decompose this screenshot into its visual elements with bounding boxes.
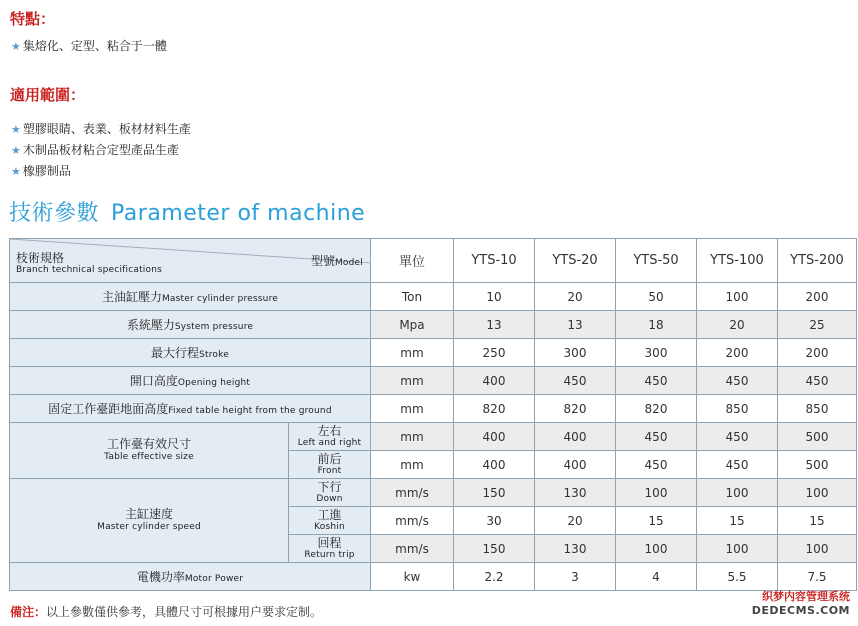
value-cell: 450	[535, 367, 616, 395]
value-cell: 13	[454, 311, 535, 339]
watermark: 织梦内容管理系统 DEDECMS.COM	[751, 590, 850, 617]
value-cell: 150	[454, 479, 535, 507]
star-icon: ★	[11, 165, 21, 178]
value-cell: 250	[454, 339, 535, 367]
table-row	[10, 423, 857, 451]
value-cell: 400	[454, 367, 535, 395]
model-header-en: Model	[334, 258, 363, 268]
model-header: YTS-10	[454, 239, 535, 283]
features-heading: 特點：	[10, 10, 56, 28]
unit-cell: mm	[371, 395, 454, 423]
sub-label: 下行 Down	[289, 479, 371, 507]
value-cell: 500	[778, 451, 857, 479]
table-row	[10, 367, 857, 395]
value-cell: 400	[535, 423, 616, 451]
spec-header-zh: 枝術規格	[16, 251, 65, 265]
value-cell: 450	[697, 451, 778, 479]
value-cell: 300	[535, 339, 616, 367]
params-title: 技術參數 Parameter of machine	[9, 201, 366, 226]
value-cell: 100	[697, 283, 778, 311]
value-cell: 450	[697, 423, 778, 451]
value-cell: 200	[778, 283, 857, 311]
value-cell: 7.5	[778, 563, 857, 591]
spec-header-en: Branch technical specifications	[16, 265, 163, 275]
star-icon: ★	[11, 123, 21, 136]
row-label: 系統壓力System pressure	[10, 311, 371, 339]
value-cell: 450	[778, 367, 857, 395]
row-label: 開口高度Opening height	[10, 367, 371, 395]
value-cell: 100	[697, 535, 778, 563]
row-label: 工作臺有效尺寸 Table effective size	[10, 423, 289, 479]
value-cell: 850	[697, 395, 778, 423]
unit-cell: mm/s	[371, 535, 454, 563]
sub-label: 前后 Front	[289, 451, 371, 479]
star-icon: ★	[11, 40, 21, 53]
unit-cell: mm	[371, 451, 454, 479]
row-label: 主缸速度 Master cylinder speed	[10, 479, 289, 563]
row-label: 固定工作臺距地面高度Fixed table height from the ground	[10, 395, 371, 423]
unit-cell: Mpa	[371, 311, 454, 339]
value-cell: 3	[535, 563, 616, 591]
sub-label: 回程 Return trip	[289, 535, 371, 563]
value-cell: 25	[778, 311, 857, 339]
value-cell: 50	[616, 283, 697, 311]
spec-table	[9, 238, 857, 591]
table-header-row	[10, 239, 857, 283]
value-cell: 2.2	[454, 563, 535, 591]
value-cell: 820	[616, 395, 697, 423]
sub-label: 工進 Koshin	[289, 507, 371, 535]
value-cell: 5.5	[697, 563, 778, 591]
applications-heading: 適用範圍：	[10, 86, 86, 104]
application-item: ★ 橡膠制品	[11, 164, 71, 178]
value-cell: 450	[697, 367, 778, 395]
table-row	[10, 563, 857, 591]
value-cell: 100	[616, 479, 697, 507]
sub-label: 左右 Left and right	[289, 423, 371, 451]
unit-cell: mm/s	[371, 479, 454, 507]
value-cell: 500	[778, 423, 857, 451]
value-cell: 450	[616, 423, 697, 451]
feature-item: ★ 集熔化、定型、粘合于一體	[11, 39, 167, 53]
value-cell: 15	[697, 507, 778, 535]
table-row	[10, 311, 857, 339]
model-header: YTS-100	[697, 239, 778, 283]
value-cell: 100	[778, 535, 857, 563]
value-cell: 4	[616, 563, 697, 591]
value-cell: 15	[616, 507, 697, 535]
value-cell: 300	[616, 339, 697, 367]
unit-cell: mm	[371, 339, 454, 367]
model-header-zh: 型號	[310, 254, 335, 268]
table-row	[10, 339, 857, 367]
unit-cell: mm	[371, 367, 454, 395]
value-cell: 30	[454, 507, 535, 535]
spec-header-cell	[10, 239, 371, 283]
row-label: 主油缸壓力Master cylinder pressure	[10, 283, 371, 311]
row-label: 電機功率Motor Power	[10, 563, 371, 591]
row-label: 最大行程Stroke	[10, 339, 371, 367]
footnote: 備注：以上參數僅供參考，具體尺寸可根據用户要求定制。	[10, 605, 323, 619]
value-cell: 200	[778, 339, 857, 367]
table-row	[10, 395, 857, 423]
unit-cell: kw	[371, 563, 454, 591]
unit-cell: mm	[371, 423, 454, 451]
value-cell: 100	[616, 535, 697, 563]
application-item: ★ 木制品板材粘合定型產品生產	[11, 143, 179, 157]
model-header: YTS-200	[778, 239, 857, 283]
value-cell: 150	[454, 535, 535, 563]
unit-cell: mm/s	[371, 507, 454, 535]
value-cell: 450	[616, 367, 697, 395]
value-cell: 15	[778, 507, 857, 535]
value-cell: 400	[535, 451, 616, 479]
value-cell: 130	[535, 479, 616, 507]
value-cell: 18	[616, 311, 697, 339]
value-cell: 820	[454, 395, 535, 423]
value-cell: 450	[616, 451, 697, 479]
star-icon: ★	[11, 144, 21, 157]
value-cell: 820	[535, 395, 616, 423]
value-cell: 100	[778, 479, 857, 507]
value-cell: 100	[697, 479, 778, 507]
table-row	[10, 283, 857, 311]
value-cell: 850	[778, 395, 857, 423]
value-cell: 130	[535, 535, 616, 563]
model-header: YTS-20	[535, 239, 616, 283]
value-cell: 200	[697, 339, 778, 367]
value-cell: 20	[535, 283, 616, 311]
table-row	[10, 479, 857, 507]
unit-cell: Ton	[371, 283, 454, 311]
value-cell: 20	[697, 311, 778, 339]
value-cell: 13	[535, 311, 616, 339]
model-header: YTS-50	[616, 239, 697, 283]
value-cell: 400	[454, 423, 535, 451]
value-cell: 10	[454, 283, 535, 311]
unit-header: 單位	[371, 239, 454, 283]
value-cell: 20	[535, 507, 616, 535]
value-cell: 400	[454, 451, 535, 479]
application-item: ★ 塑膠眼睛、表業、板材材料生產	[11, 122, 191, 136]
